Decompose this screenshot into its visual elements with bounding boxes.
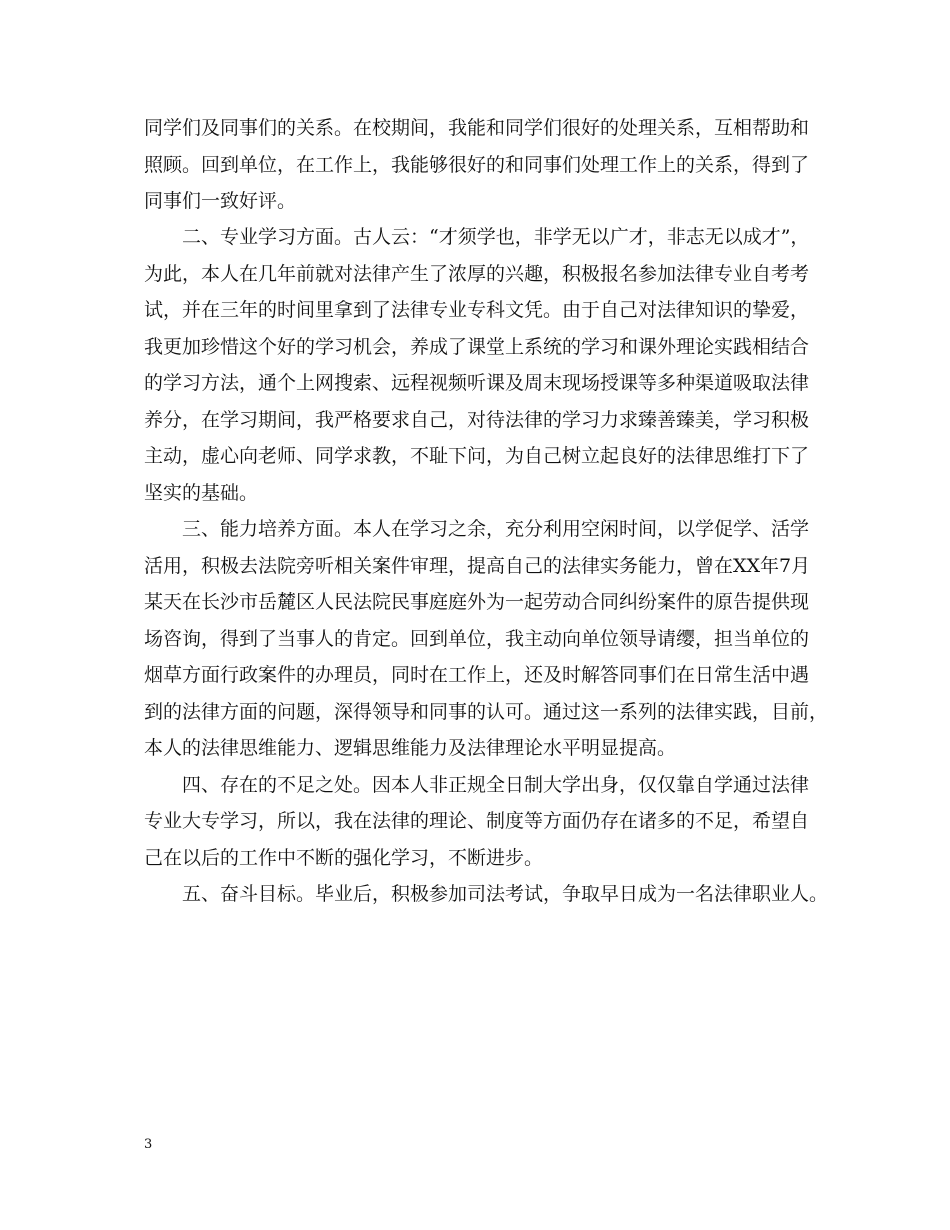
text-line: 坚实的基础。 <box>144 482 259 504</box>
paragraph-heading-line: 二、专业学习方面。古人云：“才须学也，非学无以广才，非志无以成才”， <box>182 226 810 248</box>
text-line: 某天在长沙市岳麓区人民法院民事庭庭外为一起劳动合同纠纷案件的原告提供现 <box>144 591 810 613</box>
text-line: 主动，虚心向老师、同学求教，不耻下问，为自己树立起良好的法律思维打下了 <box>144 445 810 467</box>
paragraph-heading-line: 五、奋斗目标。毕业后，积极参加司法考试，争取早日成为一名法律职业人。 <box>182 883 829 905</box>
text-line: 专业大专学习，所以，我在法律的理论、制度等方面仍存在诸多的不足，希望自 <box>144 810 810 832</box>
text-line: 的学习方法，通个上网搜索、远程视频听课及周末现场授课等多种渠道吸取法律 <box>144 372 810 394</box>
paragraph-heading-line: 四、存在的不足之处。因本人非正规全日制大学出身，仅仅靠自学通过法律 <box>182 774 810 796</box>
text-line: 我更加珍惜这个好的学习机会，养成了课堂上系统的学习和课外理论实践相结合 <box>144 336 810 358</box>
text-line: 养分，在学习期间，我严格要求自己，对待法律的学习力求臻善臻美，学习积极 <box>144 409 810 431</box>
text-line: 烟草方面行政案件的办理员，同时在工作上，还及时解答同事们在日常生活中遇 <box>144 664 810 686</box>
text-line: 同学们及同事们的关系。在校期间，我能和同学们很好的处理关系，互相帮助和 <box>144 117 810 139</box>
paragraph-heading-line: 三、能力培养方面。本人在学习之余，充分利用空闲时间，以学促学、活学 <box>182 518 810 540</box>
text-line: 试，并在三年的时间里拿到了法律专业专科文凭。由于自己对法律知识的挚爱， <box>144 299 810 321</box>
text-line: 场咨询，得到了当事人的肯定。回到单位，我主动向单位领导请缨，担当单位的 <box>144 628 810 650</box>
text-line: 己在以后的工作中不断的强化学习，不断进步。 <box>144 847 544 869</box>
text-line: 同事们一致好评。 <box>144 190 297 212</box>
text-line: 活用，积极去法院旁听相关案件审理，提高自己的法律实务能力，曾在XX年7月 <box>144 555 811 577</box>
text-line: 照顾。回到单位，在工作上，我能够很好的和同事们处理工作上的关系，得到了 <box>144 154 810 176</box>
text-line: 为此，本人在几年前就对法律产生了浓厚的兴趣，积极报名参加法律专业自考考 <box>144 263 810 285</box>
text-line: 到的法律方面的问题，深得领导和同事的认可。通过这一系列的法律实践，目前， <box>144 701 829 723</box>
text-line: 本人的法律思维能力、逻辑思维能力及法律理论水平明显提高。 <box>144 737 677 759</box>
page-number: 3 <box>144 1137 153 1152</box>
